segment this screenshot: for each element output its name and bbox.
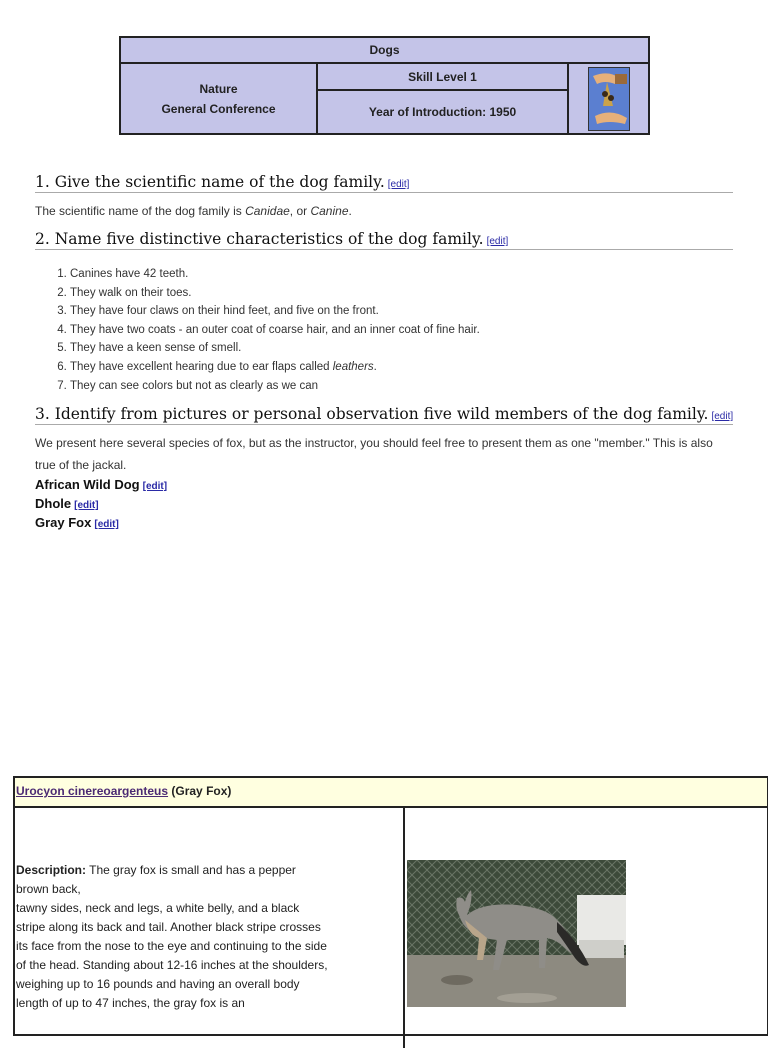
category-line-1: Nature	[199, 81, 238, 96]
list-item: 1. Canines have 42 teeth.	[70, 265, 480, 284]
gray-fox-description: Description: The gray fox is small and has a pepper brown back, tawny sides, neck and legs, a white belly, and a black stripe along its back and tail. Another black stripe crosses its face from the nose to the eye and continuing to the side of the head. Standing about 12-16 inches at the shoulders, weighing up to 16 pounds and having an overall body length of up to 47 inches, the gray fox is an	[16, 863, 328, 1010]
species-dhole: Dhole [edit]	[35, 496, 99, 511]
honor-category	[121, 64, 318, 133]
section-1-heading: 1. Give the scientific name of the dog family. [edit]	[35, 173, 733, 193]
year-of-introduction: Year of Introduction: 1950	[318, 91, 569, 133]
edit-link[interactable]: [edit]	[711, 411, 734, 422]
section-3-heading: 3. Identify from pictures or personal observation five wild members of the dog family. [edit]	[35, 405, 734, 423]
list-item: 7. They can see colors but not as clearly as we can	[70, 377, 480, 396]
honor-patch-icon[interactable]	[588, 67, 630, 131]
species-african-wild-dog: African Wild Dog [edit]	[35, 477, 168, 492]
skill-level: Skill Level 1	[318, 64, 569, 91]
list-item: 3. They have four claws on their hind feet, and five on the front.	[70, 302, 480, 321]
edit-link[interactable]: [edit]	[486, 236, 509, 247]
edit-link[interactable]: [edit]	[387, 179, 410, 190]
honor-patch-cell	[569, 64, 648, 133]
edit-link[interactable]: [edit]	[142, 481, 168, 492]
section-3-intro: We present here several species of fox, but as the instructor, you should feel free to present them as one "member." This is also true of the jackal.	[35, 436, 713, 472]
list-item: 2. They walk on their toes.	[70, 284, 480, 303]
column-divider	[403, 808, 405, 1048]
species-gray-fox: Gray Fox [edit]	[35, 515, 119, 530]
gray-fox-photo	[407, 860, 626, 1007]
edit-link[interactable]: [edit]	[74, 500, 99, 511]
honor-infobox	[119, 36, 650, 135]
section-2-heading: 2. Name five distinctive characteristics of the dog family. [edit]	[35, 230, 733, 250]
characteristics-list	[35, 265, 480, 395]
list-item: 5. They have a keen sense of smell.	[70, 339, 480, 358]
honor-title: Dogs	[121, 38, 648, 64]
gray-fox-header: Urocyon cinereoargenteus (Gray Fox)	[15, 778, 767, 808]
latin-name-link[interactable]: Urocyon cinereoargenteus	[16, 784, 169, 798]
gray-fox-table	[13, 776, 768, 1036]
list-item: 6. They have excellent hearing due to ear flaps called leathers.	[70, 358, 480, 377]
edit-link[interactable]: [edit]	[94, 519, 119, 530]
scientific-name-paragraph: The scientific name of the dog family is Canidae, or Canine.	[35, 204, 352, 218]
list-item: 4. They have two coats - an outer coat of coarse hair, and an inner coat of fine hair.	[70, 321, 480, 340]
category-line-2: General Conference	[161, 101, 276, 116]
